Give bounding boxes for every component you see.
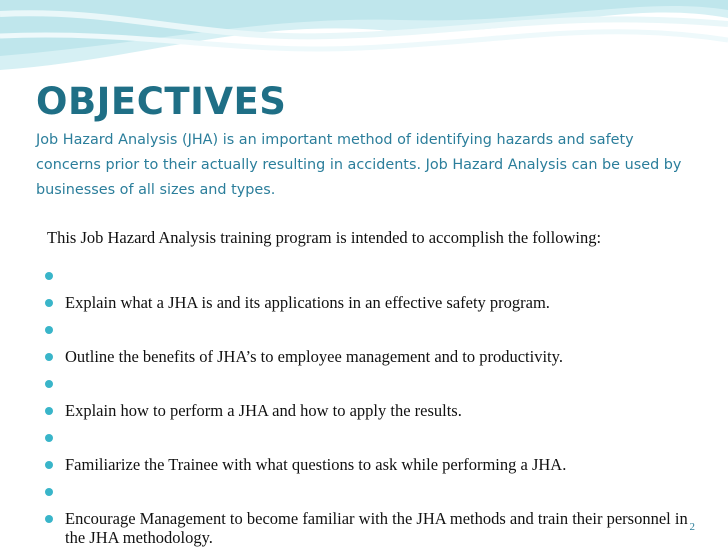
intro-text: This Job Hazard Analysis training program is intended to accomplish the following:: [47, 228, 602, 247]
bullet-text: Explain how to perform a JHA and how to apply the results.: [65, 401, 462, 420]
bullet-icon: [45, 353, 53, 361]
decorative-wave-header: [0, 0, 728, 80]
bullet-text: Outline the benefits of JHA’s to employee management and to productivity.: [65, 347, 563, 366]
bullet-icon: [45, 299, 53, 307]
list-item: [43, 320, 693, 343]
list-item: [43, 293, 693, 316]
page-number: 2: [689, 521, 695, 533]
bullet-icon: [45, 407, 53, 415]
list-item: [43, 455, 693, 478]
slide-subtitle: Job Hazard Analysis (JHA) is an important method of identifying hazards and safety concerns prior to their actually resulting in accidents. Job Hazard Analysis can be used by businesses of all sizes and types.: [36, 132, 682, 198]
list-item: [43, 428, 693, 451]
bullet-text: Encourage Management to become familiar with the JHA methods and train their personnel in the JHA methodology.: [65, 509, 688, 547]
bullet-icon: [45, 380, 53, 388]
bullet-text: Explain what a JHA is and its applications in an effective safety program.: [65, 293, 550, 312]
bullet-icon: [45, 461, 53, 469]
list-item: [43, 401, 693, 424]
bullet-icon: [45, 515, 53, 523]
list-item: [43, 374, 693, 397]
objectives-list: [43, 266, 693, 551]
bullet-icon: [45, 272, 53, 280]
slide-title: OBJECTIVES: [36, 80, 287, 123]
bullet-icon: [45, 488, 53, 496]
list-item: [43, 347, 693, 370]
bullet-text: Familiarize the Trainee with what questions to ask while performing a JHA.: [65, 455, 567, 474]
bullet-icon: [45, 434, 53, 442]
list-item: [43, 509, 693, 547]
bullet-icon: [45, 326, 53, 334]
list-item: [43, 266, 693, 289]
list-item: [43, 482, 693, 505]
